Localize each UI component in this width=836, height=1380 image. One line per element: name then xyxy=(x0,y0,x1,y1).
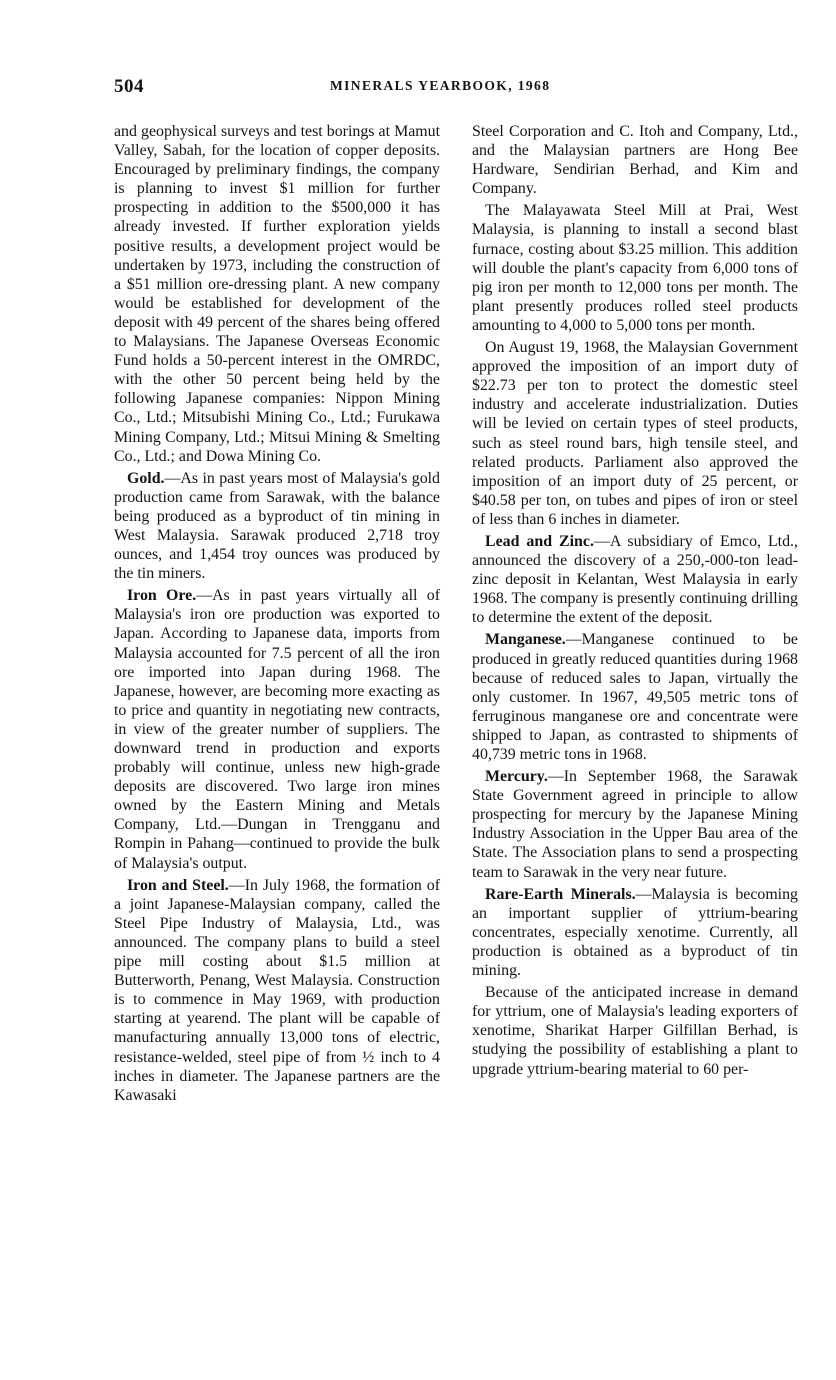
manganese-heading: Manganese. xyxy=(485,631,566,649)
iron-ore-text: —As in past years virtually all of Malaysia's iron ore production was exported to Japan. According to Japanese data, imports from Malaysia accounted for 7.5 percent of all the iron ore imported into Japan during 1968. The Japanese, however, are becoming more exacting as to price and quantity in negotiating new contracts, in view of the greater number of suppliers. The downward trend in production and exports probably will continue, unless new high-grade deposits are discovered. Two large iron mines owned by the Eastern Mining and Metals Company, Ltd.—Dungan in Trengganu and Rompin in Pahang—continued to provide the bulk of Malaysia's output. xyxy=(114,587,440,872)
iron-ore-heading: Iron Ore. xyxy=(127,587,197,605)
running-title: MINERALS YEARBOOK, 1968 xyxy=(330,78,551,93)
section-gold xyxy=(114,469,440,584)
right-column xyxy=(472,122,798,1082)
lead-zinc-heading: Lead and Zinc. xyxy=(485,532,594,550)
left-column xyxy=(114,122,440,1108)
lead-zinc-text: —A subsidiary of Emco, Ltd., announced the discovery of a 250,-000-ton lead-zinc deposit in Kelantan, West Malaysia in early 1968. The company is presently continuing drilling to determine the extent of the deposit. xyxy=(472,532,798,627)
gold-heading: Gold. xyxy=(127,469,165,487)
gold-text: —As in past years most of Malaysia's gold production came from Sarawak, with the balance being produced as a byproduct of tin mining in West Malaysia. Sarawak produced 2,718 troy ounces, and 1,454 troy ounces was produced by the tin miners. xyxy=(114,469,440,583)
rare-earth-heading: Rare-Earth Minerals. xyxy=(485,885,636,903)
mercury-heading: Mercury. xyxy=(485,768,548,786)
section-lead-zinc xyxy=(472,532,798,627)
mercury-text: —In September 1968, the Sarawak State Government agreed in principle to allow prospecting for mercury by the Japanese Mining Industry Association in the Upper Bau area of the State. The Association plans to send a prospecting team to Sarawak in the very near future. xyxy=(472,768,798,881)
paragraph-malayawata: The Malayawata Steel Mill at Prai, West Malaysia, is planning to install a second blast furnace, costing about $3.25 million. This addition will double the plant's capacity from 6,000 tons of pig iron per month to 12,000 tons per month. The plant presently produces rolled steel products amounting to 4,000 to 5,000 tons per month. xyxy=(472,202,798,334)
section-iron-ore xyxy=(114,586,440,872)
manganese-text: —Manganese continued to be produced in greatly reduced quantities during 1968 because of reduced sales to Japan, virtually the only customer. In 1967, 49,505 metric tons of ferruginous manganese ore and concentrate were shipped to Japan, as contrasted to shipments of 40,739 metric tons in 1968. xyxy=(472,631,798,763)
paragraph-copper-deposits: and geophysical surveys and test borings at Mamut Valley, Sabah, for the location of copper deposits. Encouraged by preliminary findings, the company is planning to invest $1 million for further prospecting in addition to the $500,000 it has already invested. If further exploration yields positive results, a development project would be undertaken by 1973, including the construction of a $51 million ore-dressing plant. A new company would be established for development of the deposit with 49 percent of the shares being offered to Malaysians. The Japanese Overseas Economic Fund holds a 50-percent interest in the OMRDC, with the other 50 percent being held by the following Japanese companies: Nippon Mining Co., Ltd.; Mitsubishi Mining Co., Ltd.; Furukawa Mining Company, Ltd.; Mitsui Mining & Smelting Co., Ltd.; and Dowa Mining Co. xyxy=(114,123,440,465)
page-number: 504 xyxy=(114,76,144,97)
paragraph-yttrium: Because of the anticipated increase in demand for yttrium, one of Malaysia's leading exporters of xenotime, Sharikat Harper Gilfillan Berhad, is studying the possibility of establishing a plant to upgrade yttrium-bearing material to 60 per- xyxy=(472,984,798,1078)
section-mercury xyxy=(472,767,798,882)
section-iron-steel xyxy=(114,876,440,1105)
paragraph-kawasaki-continued: Steel Corporation and C. Itoh and Company, Ltd., and the Malaysian partners are Hong Bee Hardware, Sendirian Berhad, and Kim and Company. xyxy=(472,123,798,198)
iron-steel-text: —In July 1968, the formation of a joint Japanese-Malaysian company, called the Steel Pipe Industry of Malaysia, Ltd., was announced. The company plans to build a steel pipe mill costing about $1.5 million at Butterworth, Penang, West Malaysia. Construction is to commence in May 1969, with production starting at yearend. The plant will be capable of manufacturing annually 13,000 tons of electric, resistance-welded, steel pipe of from ½ inch to 4 inches in diameter. The Japanese partners are the Kawasaki xyxy=(114,876,440,1104)
section-manganese xyxy=(472,630,798,764)
rare-earth-text: —Malaysia is becoming an important supplier of yttrium-bearing concentrates, especially xenotime. Currently, all production is obtained as a byproduct of tin mining. xyxy=(472,885,798,980)
section-rare-earth xyxy=(472,885,798,980)
iron-steel-heading: Iron and Steel. xyxy=(127,876,229,894)
paragraph-import-duty: On August 19, 1968, the Malaysian Government approved the imposition of an import duty of $22.73 per ton to protect the domestic steel industry and accelerate industrialization. Duties will be levied on certain types of steel products, such as steel round bars, high tensile steel, and related products. Parliament also approved the imposition of an import duty of 25 percent, or $40.58 per ton, on tubes and pipes of iron or steel of less than 6 inches in diameter. xyxy=(472,339,798,528)
